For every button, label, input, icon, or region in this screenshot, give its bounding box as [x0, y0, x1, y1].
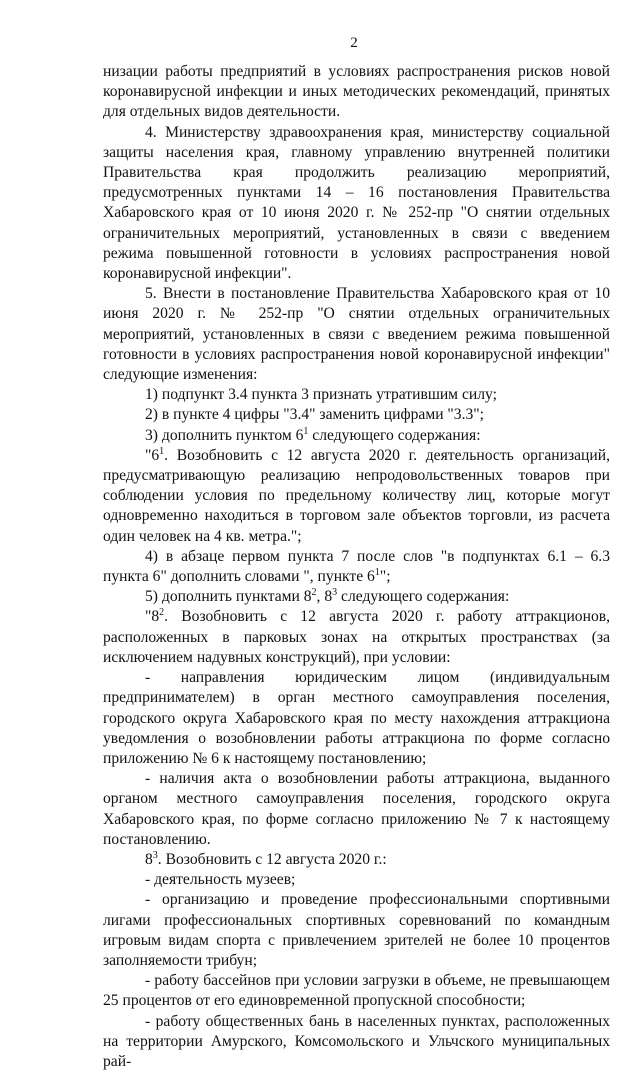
text-run: 2) в пункте 4 цифры "3.4" заменить цифрами "3.3"; [145, 406, 484, 424]
text-run: - работу общественных бань в населенных пунктах, расположенных на территории Амурского, Комсомольского и Ульчского муниципальных рай- [103, 1012, 610, 1070]
text-run: "6 [145, 446, 160, 464]
text-run: . Возобновить с 12 августа 2020 г.: [157, 850, 387, 868]
text-run: 4. Министерству здравоохранения края, министерству социальной защиты населения края, главному управлению внутренней политики Правительства края продолжить реализацию мероприятий, предусмотренных пунктами 14 – 16 постановления Правительства Хабаровского края от 10 июня 2020 г. № 252-пр "О снятии отдельных ограничительных мероприятий, установленных в связи с введением режима повышенной готовности в условиях распространения новой коронавирусной инфекции". [103, 123, 610, 283]
paragraph-p7 [103, 547, 610, 587]
page-number: 2 [350, 35, 358, 51]
superscript: 2 [311, 587, 317, 599]
paragraph-p8 [103, 587, 610, 607]
paragraph-p15 [103, 971, 610, 1011]
superscript: 1 [303, 425, 309, 437]
text-run: 5) дополнить пунктами 8 [145, 588, 312, 606]
paragraph-p12 [103, 850, 610, 870]
superscript: 2 [159, 607, 165, 619]
text-run: 4) в абзаце первом пункта 7 после слов "в подпунктах 6.1 – 6.3 пункта 6" дополнить словами ", пункте 6 [103, 547, 610, 586]
paragraph-p0 [103, 62, 610, 123]
superscript: 1 [374, 567, 380, 579]
paragraph-p1 [103, 123, 610, 285]
text-run: 5. Внести в постановление Правительства Хабаровского края от 10 июня 2020 г. № 252-пр "О снятии отдельных ограничительных мероприятий, установленных в связи с введением режима повышенной готовности в условиях распространения новой коронавирусной инфекции" следующие изменения: [103, 285, 610, 384]
paragraph-p4 [103, 405, 610, 425]
paragraph-p14 [103, 890, 610, 971]
document-body [103, 62, 610, 1072]
paragraph-p16 [103, 1012, 610, 1072]
text-run: - деятельность музеев; [145, 871, 296, 889]
paragraph-p2 [103, 284, 610, 385]
text-run: следующего содержания: [308, 426, 481, 444]
text-run: 1) подпункт 3.4 пункта 3 признать утратившим силу; [145, 386, 497, 404]
paragraph-p13 [103, 870, 610, 890]
paragraph-p6 [103, 446, 610, 547]
text-run: - направления юридическим лицом (индивидуальным предпринимателем) в орган местного самоуправления поселения, городского округа Хабаровского края по месту нахождения аттракциона уведомления о возобновлении работы аттракциона по форме согласно приложению № 6 к настоящему постановлению; [103, 669, 610, 767]
text-run: - работу бассейнов при условии загрузки в объеме, не превышающем 25 процентов от его единовременной пропускной способности; [103, 972, 610, 1010]
superscript: 3 [152, 849, 158, 861]
text-run: 3) дополнить пунктом 6 [145, 426, 304, 444]
text-run: - наличия акта о возобновлении работы аттракциона, выданного органом местного самоуправления поселения, городского округа Хабаровского края, по форме согласно приложению № 7 к настоящему постановлению. [103, 770, 610, 848]
text-run: следующего содержания: [337, 588, 510, 606]
text-run: . Возобновить с 12 августа 2020 г. деятельность организаций, предусматривающую реализацию непродовольственных товаров при соблюдении условия по предельному количеству лиц, которые могут одновременно находиться в торговом зале объектов торговли, из расчета один человек на 4 кв. метра."; [103, 446, 610, 545]
text-run: "8 [145, 608, 160, 626]
paragraph-p3 [103, 385, 610, 405]
text-run: . Возобновить с 12 августа 2020 г. работу аттракционов, расположенных в парковых зонах на открытых пространствах (за исключением надувных конструкций), при условии: [103, 608, 610, 666]
paragraph-p5 [103, 426, 610, 446]
paragraph-p9 [103, 607, 610, 668]
text-run: низации работы предприятий в условиях распространения рисков новой коронавирусной инфекции и иных методических рекомендаций, принятых для отдельных видов деятельности. [103, 63, 610, 121]
superscript: 3 [332, 587, 338, 599]
text-run: - организацию и проведение профессиональными спортивными лигами профессиональных спортивных соревнований по командным игровым видам спорта с привлечением зрителей не более 10 процентов заполняемости трибун; [103, 891, 610, 969]
paragraph-p10 [103, 668, 610, 769]
text-run: , 8 [316, 588, 333, 606]
text-run: 8 [145, 850, 153, 868]
paragraph-p11 [103, 769, 610, 850]
superscript: 1 [159, 445, 165, 457]
text-run: "; [379, 568, 391, 586]
